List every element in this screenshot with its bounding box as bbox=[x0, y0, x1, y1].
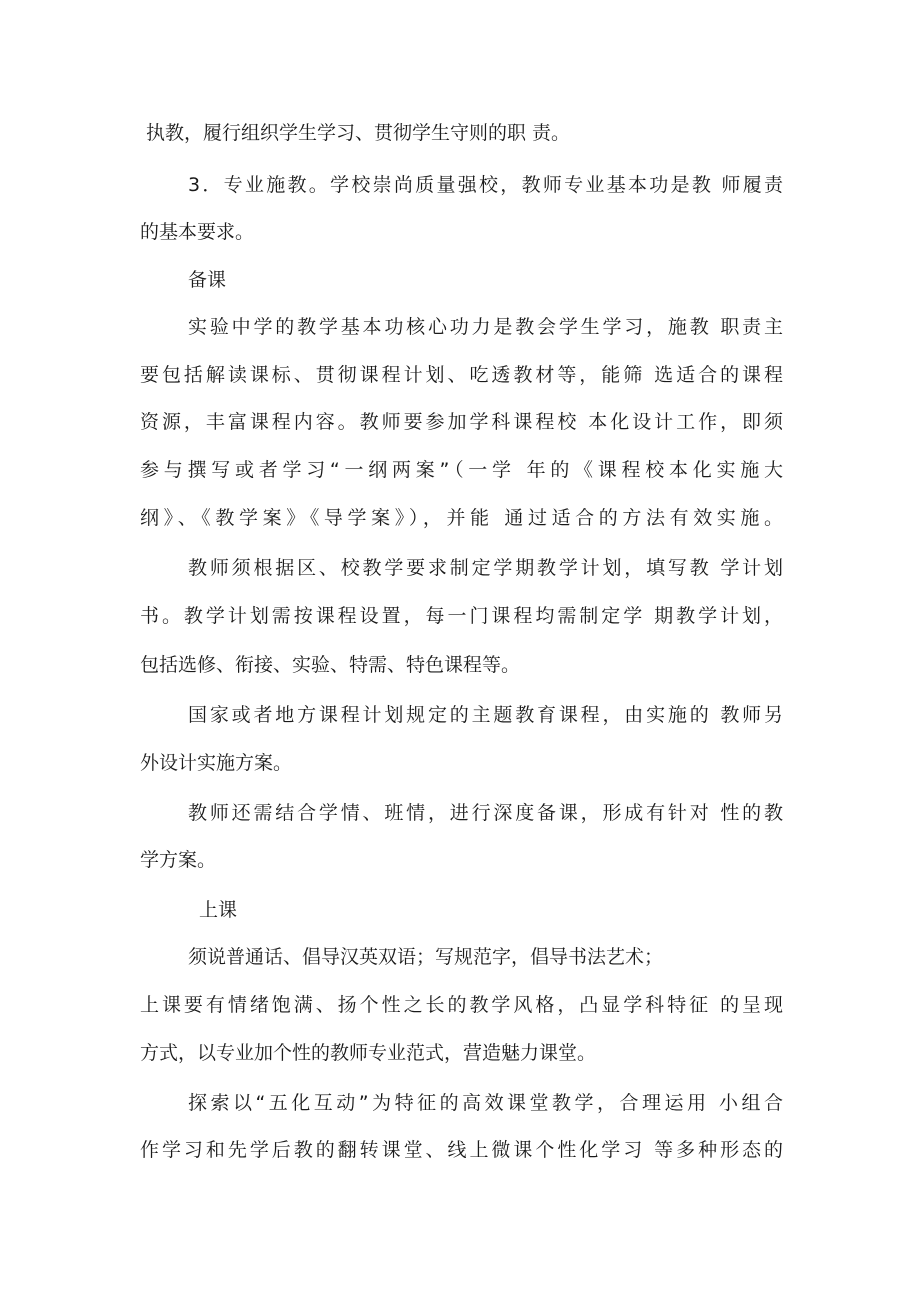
text-line: 须说普通话、倡导汉英双语；写规范字，倡导书法艺术； bbox=[188, 946, 664, 968]
text-line: 国家或者地方课程计划规定的主题教育课程，由实施的 教师另 bbox=[188, 704, 783, 726]
section-heading-professional-teaching: 3．专业施教。学校崇尚质量强校，教师专业基本功是教 师履责 bbox=[188, 174, 783, 196]
text-line: 上课要有情绪饱满、扬个性之长的教学风格，凸显学科特征 的呈现 bbox=[140, 994, 783, 1016]
text-line: 方式，以专业加个性的教师专业范式，营造魅力课堂。 bbox=[140, 1042, 597, 1064]
text-line: 资源，丰富课程内容。教师要参加学科课程校 本化设计工作，即须 bbox=[140, 411, 783, 433]
text-line: 教师须根据区、校教学要求制定学期教学计划，填写教 学计划 bbox=[188, 557, 783, 579]
text-line: 实验中学的教学基本功核心功力是教会学生学习，施教 职责主 bbox=[188, 316, 783, 338]
text-line: 外设计实施方案。 bbox=[140, 752, 293, 774]
text-line: 书。教学计划需按课程设置，每一门课程均需制定学 期教学计划， bbox=[140, 605, 783, 627]
text-line: 教师还需结合学情、班情，进行深度备课，形成有针对 性的教 bbox=[188, 802, 783, 824]
text-line: 参与撰写或者学习“一纲两案”（一学 年的《课程校本化实施大 bbox=[140, 459, 783, 481]
text-line: 探索以“五化互动”为特征的高效课堂教学，合理运用 小组合 bbox=[188, 1092, 783, 1114]
subheading-lesson-preparation: 备课 bbox=[188, 269, 227, 291]
subheading-class-teaching: 上课 bbox=[199, 899, 238, 921]
text-line: 纲》、《教学案》《导学案》），并能 通过适合的方法有效实施。 bbox=[140, 507, 783, 529]
text-line: 包括选修、衔接、实验、特需、特色课程等。 bbox=[140, 654, 521, 676]
text-line: 执教，履行组织学生学习、贯彻学生守则的职 责。 bbox=[146, 122, 571, 144]
text-line: 学方案。 bbox=[140, 849, 217, 871]
text-line: 作学习和先学后教的翻转课堂、线上微课个性化学习 等多种形态的 bbox=[140, 1139, 783, 1161]
text-line: 的基本要求。 bbox=[140, 221, 255, 243]
text-line: 要包括解读课标、贯彻课程计划、吃透教材等，能筛 选适合的课程 bbox=[140, 364, 783, 386]
